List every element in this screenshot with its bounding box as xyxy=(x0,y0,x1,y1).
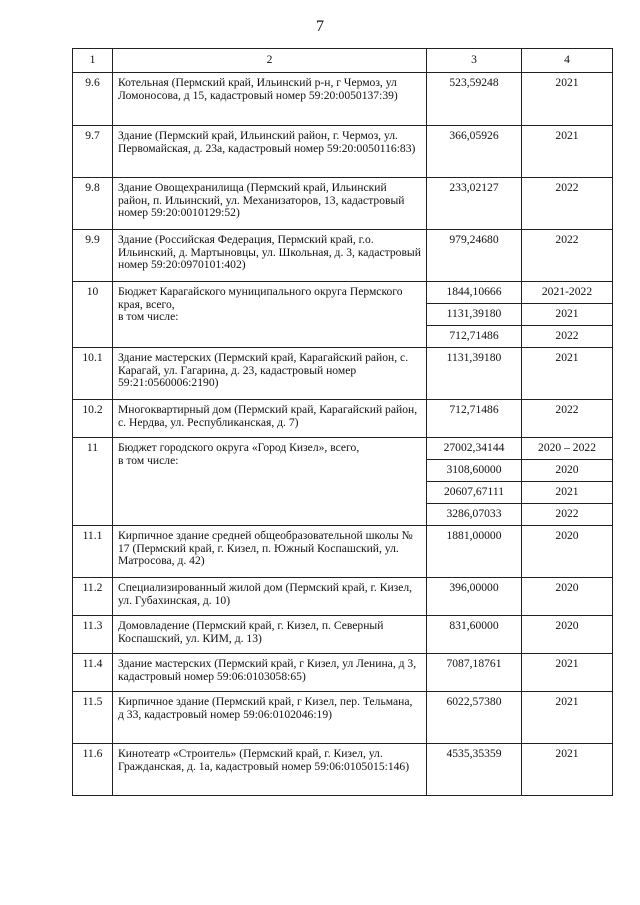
row-sum: 366,05926 xyxy=(427,125,522,177)
row-year: 2020 xyxy=(522,459,613,481)
row-description: Здание (Пермский край, Ильинский район, г. Чермоз, ул. Первомайская, д. 23а, кадастровый номер 59:20:0050116:83) xyxy=(113,125,427,177)
row-year: 2021 xyxy=(522,653,613,691)
row-sum: 233,02127 xyxy=(427,177,522,229)
row-description: Кирпичное здание средней общеобразовательной школы № 17 (Пермский край, г. Кизел, п. Южный Коспашский, ул. Матросова, д. 42) xyxy=(113,525,427,577)
property-table xyxy=(72,48,613,796)
row-description: Специализированный жилой дом (Пермский край, г. Кизел, ул. Губахинская, д. 10) xyxy=(113,577,427,615)
row-number: 9.8 xyxy=(73,177,113,229)
row-year: 2021 xyxy=(522,125,613,177)
row-year: 2022 xyxy=(522,503,613,525)
row-year: 2021 xyxy=(522,691,613,743)
row-description: Здание (Российская Федерация, Пермский край, г.о. Ильинский, д. Мартыновцы, ул. Школьная, д. 3, кадастровый номер 59:20:0970101:402) xyxy=(113,229,427,281)
row-description: Многоквартирный дом (Пермский край, Карагайский район, с. Нердва, ул. Республиканская, д. 7) xyxy=(113,399,427,437)
row-number: 11.2 xyxy=(73,577,113,615)
header-cell: 2 xyxy=(113,49,427,73)
table-row xyxy=(73,399,613,437)
row-number: 11 xyxy=(73,437,113,525)
row-number: 9.6 xyxy=(73,72,113,125)
table-row xyxy=(73,437,613,459)
row-year: 2021 xyxy=(522,743,613,795)
row-number: 9.9 xyxy=(73,229,113,281)
table-row xyxy=(73,347,613,399)
row-sum: 523,59248 xyxy=(427,72,522,125)
row-sum: 396,00000 xyxy=(427,577,522,615)
row-sum: 979,24680 xyxy=(427,229,522,281)
row-year: 2020 xyxy=(522,525,613,577)
table-row xyxy=(73,229,613,281)
row-sum: 1131,39180 xyxy=(427,347,522,399)
row-year: 2021 xyxy=(522,303,613,325)
row-description: Здание Овощехранилища (Пермский край, Ильинский район, п. Ильинский, ул. Механизаторов, 13, кадастровый номер 59:20:0010129:52) xyxy=(113,177,427,229)
row-sum: 1881,00000 xyxy=(427,525,522,577)
row-sum: 6022,57380 xyxy=(427,691,522,743)
row-year: 2021 xyxy=(522,481,613,503)
row-description: Котельная (Пермский край, Ильинский р-н, г Чермоз, ул Ломоносова, д 15, кадастровый номер 59:20:0050137:39) xyxy=(113,72,427,125)
row-sum: 1844,10666 xyxy=(427,281,522,303)
header-cell: 4 xyxy=(522,49,613,73)
row-sum: 27002,34144 xyxy=(427,437,522,459)
row-year: 2021-2022 xyxy=(522,281,613,303)
row-year: 2022 xyxy=(522,177,613,229)
table-row xyxy=(73,577,613,615)
row-year: 2020 – 2022 xyxy=(522,437,613,459)
row-description: Бюджет городского округа «Город Кизел», всего, в том числе: xyxy=(113,437,427,525)
row-description: Бюджет Карагайского муниципального округа Пермского края, всего, в том числе: xyxy=(113,281,427,347)
row-description: Домовладение (Пермский край, г. Кизел, п. Северный Коспашский, ул. КИМ, д. 13) xyxy=(113,615,427,653)
table-row xyxy=(73,177,613,229)
row-number: 10.2 xyxy=(73,399,113,437)
row-sum: 712,71486 xyxy=(427,325,522,347)
row-sum: 4535,35359 xyxy=(427,743,522,795)
row-year: 2020 xyxy=(522,577,613,615)
row-sum: 7087,18761 xyxy=(427,653,522,691)
row-sum: 831,60000 xyxy=(427,615,522,653)
row-description: Здание мастерских (Пермский край, Карагайский район, с. Карагай, ул. Гагарина, д. 23, кадастровый номер 59:21:0560006:2190) xyxy=(113,347,427,399)
row-number: 10 xyxy=(73,281,113,347)
row-sum: 3108,60000 xyxy=(427,459,522,481)
row-sum: 712,71486 xyxy=(427,399,522,437)
row-description: Здание мастерских (Пермский край, г Кизел, ул Ленина, д 3, кадастровый номер 59:06:0103058:65) xyxy=(113,653,427,691)
row-description: Кинотеатр «Строитель» (Пермский край, г. Кизел, ул. Гражданская, д. 1а, кадастровый номер 59:06:0105015:146) xyxy=(113,743,427,795)
table-row xyxy=(73,525,613,577)
table-row xyxy=(73,615,613,653)
row-year: 2021 xyxy=(522,347,613,399)
table-row xyxy=(73,72,613,125)
row-number: 11.5 xyxy=(73,691,113,743)
table-row xyxy=(73,281,613,303)
row-sum: 20607,67111 xyxy=(427,481,522,503)
table-row xyxy=(73,691,613,743)
row-year: 2021 xyxy=(522,72,613,125)
header-cell: 3 xyxy=(427,49,522,73)
row-number: 11.3 xyxy=(73,615,113,653)
table-row xyxy=(73,125,613,177)
row-sum: 1131,39180 xyxy=(427,303,522,325)
row-sum: 3286,07033 xyxy=(427,503,522,525)
table-header-row xyxy=(73,49,613,73)
table-row xyxy=(73,653,613,691)
row-number: 10.1 xyxy=(73,347,113,399)
row-description: Кирпичное здание (Пермский край, г Кизел, пер. Тельмана, д 33, кадастровый номер 59:06:0102046:19) xyxy=(113,691,427,743)
row-year: 2020 xyxy=(522,615,613,653)
row-number: 11.1 xyxy=(73,525,113,577)
header-cell: 1 xyxy=(73,49,113,73)
page-number: 7 xyxy=(316,18,324,35)
row-number: 11.6 xyxy=(73,743,113,795)
row-year: 2022 xyxy=(522,325,613,347)
row-number: 11.4 xyxy=(73,653,113,691)
row-year: 2022 xyxy=(522,229,613,281)
row-year: 2022 xyxy=(522,399,613,437)
table-row xyxy=(73,743,613,795)
row-number: 9.7 xyxy=(73,125,113,177)
